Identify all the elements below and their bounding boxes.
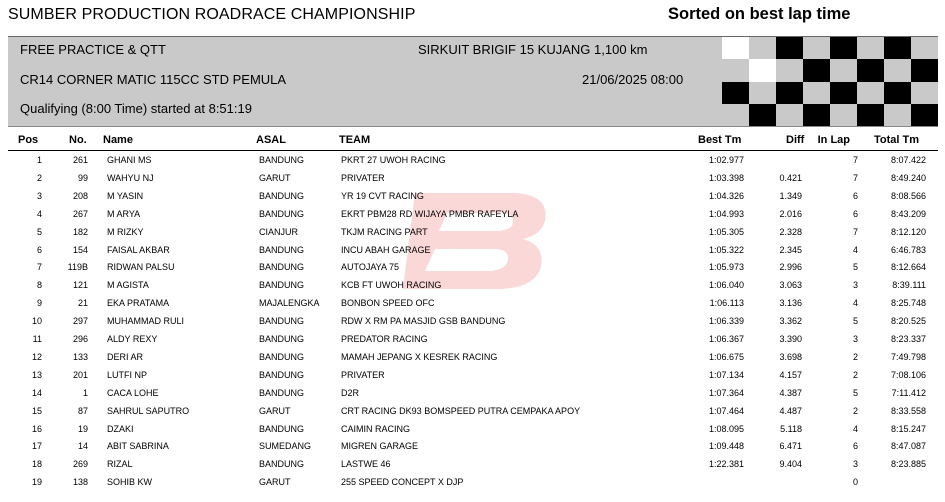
cell-asal: BANDUNG <box>259 369 305 380</box>
cell-lap: 7 <box>852 226 858 237</box>
cell-diff: 2.996 <box>779 262 802 273</box>
cell-lap: 3 <box>852 280 858 291</box>
cell-best: 1:06.675 <box>708 351 744 362</box>
cell-diff: 0.421 <box>779 172 802 183</box>
cell-best: 1:04.326 <box>708 190 744 201</box>
cell-diff: 6.471 <box>779 441 802 452</box>
cell-total: 8:12.120 <box>890 226 926 237</box>
cell-total: 8:23.885 <box>890 459 926 470</box>
checkered-flag <box>722 37 938 126</box>
cell-no: 138 <box>72 477 88 488</box>
cell-asal: BANDUNG <box>259 155 305 165</box>
cell-asal: MAJALENGKA <box>259 298 320 309</box>
page-title: SUMBER PRODUCTION ROADRACE CHAMPIONSHIP <box>8 6 416 23</box>
cell-team: CRT RACING DK93 BOMSPEED PUTRA CEMPAKA APOY <box>341 405 581 416</box>
cell-lap: 4 <box>852 298 858 309</box>
cell-no: 208 <box>72 190 88 201</box>
cell-lap: 3 <box>852 459 858 470</box>
cell-name: M RIZKY <box>107 226 144 237</box>
cell-lap: 2 <box>852 351 858 362</box>
cell-total: 7:49.798 <box>890 351 926 362</box>
cell-pos: 15 <box>31 405 42 416</box>
cell-best: 1:05.322 <box>708 244 744 255</box>
cell-asal: BANDUNG <box>259 334 305 344</box>
cell-best: 1:06.040 <box>708 280 744 291</box>
cell-lap: 7 <box>852 172 858 183</box>
cell-total: 8:15.247 <box>890 423 926 434</box>
cell-diff: 2.016 <box>779 208 802 219</box>
cell-name: WAHYU NJ <box>107 172 154 183</box>
cell-lap: 6 <box>852 190 858 201</box>
cell-diff: 1.349 <box>779 190 802 201</box>
table-row <box>0 331 945 349</box>
cell-asal: BANDUNG <box>259 387 305 398</box>
cell-name: CACA LOHE <box>107 387 159 398</box>
table-row <box>0 242 945 260</box>
col-header-team: TEAM <box>339 134 371 146</box>
flag-square <box>749 104 776 126</box>
cell-best: 1:07.134 <box>708 369 744 380</box>
col-header-pos: Pos <box>18 134 39 146</box>
cell-team: D2R <box>341 387 360 398</box>
cell-team: AUTOJAYA 75 <box>341 262 400 273</box>
cell-diff: 9.404 <box>779 459 802 470</box>
cell-no: 182 <box>72 226 88 237</box>
cell-team: KCB FT UWOH RACING <box>341 280 442 291</box>
cell-name: ABIT SABRINA <box>107 441 169 452</box>
cell-name: LUTFI NP <box>107 369 148 380</box>
cell-no: 261 <box>72 155 88 165</box>
col-header-name: Name <box>103 134 133 146</box>
cell-no: 267 <box>72 208 88 219</box>
cell-name: ALDY REXY <box>107 334 158 344</box>
table-row <box>0 313 945 331</box>
cell-diff: 3.390 <box>779 334 802 344</box>
cell-team: INCU ABAH GARAGE <box>341 244 431 255</box>
cell-total: 8:39.111 <box>892 280 926 291</box>
cell-best: 1:04.993 <box>708 208 744 219</box>
cell-pos: 6 <box>36 244 42 255</box>
cell-name: SAHRUL SAPUTRO <box>107 405 190 416</box>
table-row <box>0 367 945 385</box>
cell-no: 296 <box>72 334 88 344</box>
table-row <box>0 456 945 474</box>
cell-pos: 16 <box>31 423 42 434</box>
cell-diff: 3.063 <box>779 280 802 291</box>
cell-name: M ARYA <box>107 208 141 219</box>
cell-total: 8:23.337 <box>890 334 926 344</box>
cell-pos: 19 <box>31 477 42 488</box>
flag-square <box>830 37 857 59</box>
col-header-no: No. <box>69 134 87 146</box>
cell-team: BONBON SPEED OFC <box>341 298 435 309</box>
cell-no: 87 <box>77 405 88 416</box>
cell-no: 14 <box>77 441 88 452</box>
flag-square <box>749 59 776 81</box>
cell-pos: 5 <box>36 226 42 237</box>
cell-lap: 5 <box>852 387 858 398</box>
col-header-total: Total Tm <box>874 134 920 146</box>
col-header-best: Best Tm <box>698 134 742 146</box>
table-row <box>0 295 945 313</box>
table-row <box>0 277 945 295</box>
flag-square <box>776 82 803 104</box>
cell-diff: 2.345 <box>779 244 802 255</box>
cell-no: 21 <box>77 298 88 309</box>
cell-asal: BANDUNG <box>259 280 305 291</box>
cell-total: 8:43.209 <box>890 208 926 219</box>
cell-lap: 6 <box>852 208 858 219</box>
cell-pos: 10 <box>31 316 42 327</box>
cell-team: PRIVATER <box>341 369 385 380</box>
cell-lap: 5 <box>852 262 858 273</box>
cell-best: 1:05.305 <box>708 226 744 237</box>
cell-lap: 3 <box>852 334 858 344</box>
cell-asal: CIANJUR <box>259 226 299 237</box>
cell-total: 8:20.525 <box>890 316 926 327</box>
table-row <box>0 206 945 224</box>
flag-square <box>722 82 749 104</box>
flag-square <box>830 82 857 104</box>
cell-best: 1:02.977 <box>708 155 744 165</box>
table-row <box>0 403 945 421</box>
flag-square <box>803 59 830 81</box>
col-header-diff: Diff <box>786 134 805 146</box>
cell-lap: 4 <box>852 423 858 434</box>
cell-asal: BANDUNG <box>259 316 305 327</box>
cell-team: 255 SPEED CONCEPT X DJP <box>341 477 464 488</box>
cell-name: SOHIB KW <box>107 477 153 488</box>
cell-asal: BANDUNG <box>259 190 305 201</box>
flag-square <box>857 104 884 126</box>
cell-team: YR 19 CVT RACING <box>341 190 424 201</box>
cell-lap: 6 <box>852 441 858 452</box>
cell-best: 1:06.339 <box>708 316 744 327</box>
cell-no: 1 <box>82 387 88 398</box>
cell-asal: BANDUNG <box>259 459 305 470</box>
cell-team: EKRT PBM28 RD WIJAYA PMBR RAFEYLA <box>341 208 519 219</box>
flag-square <box>776 37 803 59</box>
cell-total: 8:25.748 <box>890 298 926 309</box>
cell-no: 154 <box>72 244 88 255</box>
cell-name: DERI AR <box>107 351 144 362</box>
cell-pos: 18 <box>31 459 42 470</box>
cell-diff: 5.118 <box>780 423 802 434</box>
cell-name: RIZAL <box>107 459 133 470</box>
flag-square <box>857 59 884 81</box>
cell-total: 7:08.106 <box>890 369 926 380</box>
cell-asal: GARUT <box>259 172 291 183</box>
cell-no: 201 <box>72 369 88 380</box>
cell-best: 1:06.367 <box>708 334 744 344</box>
cell-lap: 0 <box>852 477 858 488</box>
cell-total: 8:12.664 <box>890 262 926 273</box>
cell-asal: BANDUNG <box>259 244 305 255</box>
cell-best: 1:07.364 <box>708 387 744 398</box>
cell-asal: BANDUNG <box>259 351 305 362</box>
cell-best: 1:09.448 <box>708 441 744 452</box>
cell-team: CAIMIN RACING <box>341 423 411 434</box>
table-row <box>0 474 945 492</box>
table-row <box>0 421 945 439</box>
race-class: CR14 CORNER MATIC 115CC STD PEMULA <box>20 72 287 87</box>
cell-best: 1:05.973 <box>708 262 744 273</box>
cell-total: 8:07.422 <box>890 155 926 165</box>
cell-total: 8:49.240 <box>890 172 926 183</box>
cell-name: M AGISTA <box>107 280 149 291</box>
cell-asal: BANDUNG <box>259 208 305 219</box>
cell-pos: 13 <box>31 369 42 380</box>
cell-diff: 4.157 <box>779 369 802 380</box>
cell-team: PRIVATER <box>341 172 385 183</box>
cell-no: 19 <box>77 423 88 434</box>
cell-pos: 11 <box>32 334 42 344</box>
sort-label: Sorted on best lap time <box>668 5 851 23</box>
cell-diff: 4.487 <box>779 405 802 416</box>
header-divider <box>8 150 938 151</box>
cell-team: MAMAH JEPANG X KESREK RACING <box>341 351 498 362</box>
cell-pos: 4 <box>36 208 42 219</box>
cell-diff: 3.136 <box>779 298 802 309</box>
cell-diff: 3.362 <box>779 316 802 327</box>
cell-lap: 4 <box>852 244 858 255</box>
cell-name: EKA PRATAMA <box>107 298 170 309</box>
cell-diff: 3.698 <box>779 351 802 362</box>
cell-name: DZAKI <box>107 423 134 434</box>
cell-total: 8:08.566 <box>890 190 926 201</box>
col-header-lap: In Lap <box>818 134 850 146</box>
cell-team: MIGREN GARAGE <box>341 441 419 452</box>
cell-team: PREDATOR RACING <box>341 334 428 344</box>
cell-team: LASTWE 46 <box>341 459 391 470</box>
cell-pos: 8 <box>36 280 42 291</box>
session-name: FREE PRACTICE & QTT <box>20 42 166 57</box>
cell-total: 7:11.412 <box>891 387 926 398</box>
cell-total: 8:47.087 <box>890 441 926 452</box>
session-status: Qualifying (8:00 Time) started at 8:51:19 <box>20 101 252 116</box>
cell-pos: 2 <box>36 172 42 183</box>
cell-pos: 12 <box>31 351 42 362</box>
cell-best: 1:06.113 <box>709 298 744 309</box>
cell-no: 269 <box>72 459 88 470</box>
cell-asal: BANDUNG <box>259 262 305 273</box>
circuit-name: SIRKUIT BRIGIF 15 KUJANG 1,100 km <box>418 42 648 57</box>
table-row <box>0 188 945 206</box>
flag-square <box>911 59 938 81</box>
cell-no: 121 <box>72 280 88 291</box>
cell-name: GHANI MS <box>107 155 152 165</box>
cell-pos: 3 <box>36 190 42 201</box>
col-header-asal: ASAL <box>256 134 286 146</box>
cell-pos: 9 <box>36 298 42 309</box>
cell-best: 1:07.464 <box>708 405 744 416</box>
cell-name: MUHAMMAD RULI <box>107 316 185 327</box>
cell-total: 6:46.783 <box>890 244 926 255</box>
cell-name: RIDWAN PALSU <box>107 262 175 273</box>
table-row <box>0 152 945 170</box>
flag-square <box>884 37 911 59</box>
cell-name: FAISAL AKBAR <box>107 244 170 255</box>
session-datetime: 21/06/2025 08:00 <box>582 72 684 87</box>
cell-best: 1:08.095 <box>708 423 744 434</box>
cell-pos: 7 <box>36 262 42 273</box>
cell-pos: 17 <box>31 441 42 452</box>
cell-total: 8:33.558 <box>890 405 926 416</box>
cell-no: 133 <box>72 351 88 362</box>
cell-lap: 2 <box>852 369 858 380</box>
session-info-panel <box>8 36 938 127</box>
cell-best: 1:03.398 <box>708 172 744 183</box>
cell-lap: 7 <box>852 155 858 165</box>
cell-lap: 2 <box>852 405 858 416</box>
cell-team: RDW X RM PA MASJID GSB BANDUNG <box>341 316 506 327</box>
cell-name: M YASIN <box>107 190 144 201</box>
cell-asal: GARUT <box>259 405 291 416</box>
cell-diff: 2.328 <box>779 226 802 237</box>
cell-pos: 1 <box>36 155 42 165</box>
cell-team: TKJM RACING PART <box>341 226 428 237</box>
table-row <box>0 438 945 456</box>
cell-team: PKRT 27 UWOH RACING <box>341 155 446 165</box>
cell-asal: SUMEDANG <box>259 441 312 452</box>
cell-no: 297 <box>72 316 88 327</box>
flag-square <box>911 104 938 126</box>
cell-best: 1:22.381 <box>708 459 744 470</box>
table-row <box>0 349 945 367</box>
cell-asal: BANDUNG <box>259 423 305 434</box>
flag-square <box>803 104 830 126</box>
flag-square <box>722 37 749 59</box>
cell-lap: 5 <box>852 316 858 327</box>
table-row <box>0 385 945 403</box>
cell-no: 119B <box>67 262 88 273</box>
flag-square <box>884 82 911 104</box>
table-row <box>0 170 945 188</box>
cell-pos: 14 <box>31 387 42 398</box>
cell-diff: 4.387 <box>779 387 802 398</box>
table-row <box>0 259 945 277</box>
table-row <box>0 224 945 242</box>
cell-no: 99 <box>77 172 88 183</box>
cell-asal: GARUT <box>259 477 291 488</box>
